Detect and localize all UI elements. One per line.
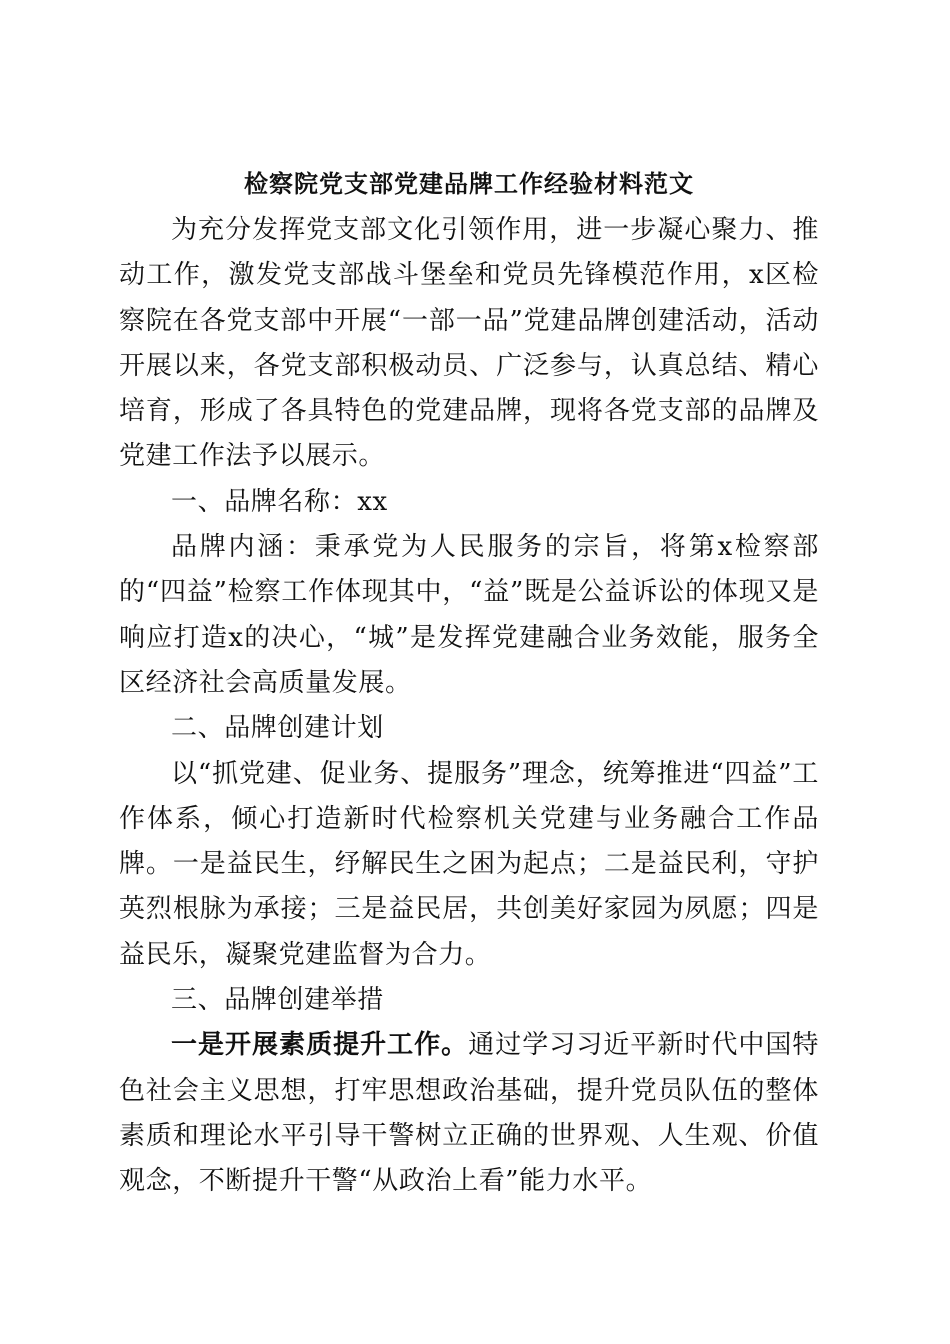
section-3-body-text: 通过学习习近平新时代中国特色社会主义思想，打牢思想政治基础，提升党员队伍的整体素质和理论水平引导干警树立正确的世界观、人生观、价值观念，不断提升干警“从政治上看”能力水平。 [119, 1030, 819, 1197]
section-1-paragraph: 品牌内涵：秉承党为人民服务的宗旨，将第x检察部的“四益”检察工作体现其中，“益”既是公益诉讼的体现又是响应打造x的决心，“城”是发挥党建融合业务效能，服务全区经济社会高质量发展。 [119, 532, 819, 698]
section-1-heading: 一、品牌名称：xx [171, 486, 388, 517]
intro-paragraph: 为充分发挥党支部文化引领作用，进一步凝心聚力、推动工作，激发党支部战斗堡垒和党员先锋模范作用，x区检察院在各党支部中开展“一部一品”党建品牌创建活动，活动开展以来，各党支部积极动员、广泛参与，认真总结、精心培育，形成了各具特色的党建品牌，现将各党支部的品牌及党建工作法予以展示。 [119, 215, 819, 472]
document-body [119, 160, 819, 1205]
section-2-heading: 二、品牌创建计划 [171, 713, 384, 744]
section-3-lead-sentence: 一是开展素质提升工作。 [171, 1030, 469, 1061]
section-3-paragraph [119, 1023, 819, 1204]
section-3-heading: 三、品牌创建举措 [171, 985, 384, 1016]
section-2-paragraph: 以“抓党建、促业务、提服务”理念，统筹推进“四益”工作体系，倾心打造新时代检察机关党建与业务融合工作品牌。一是益民生，纾解民生之困为起点；二是益民利，守护英烈根脉为承接；三是益民居，共创美好家园为夙愿；四是益民乐，凝聚党建监督为合力。 [119, 758, 819, 970]
document-title: 检察院党支部党建品牌工作经验材料范文 [244, 169, 694, 198]
